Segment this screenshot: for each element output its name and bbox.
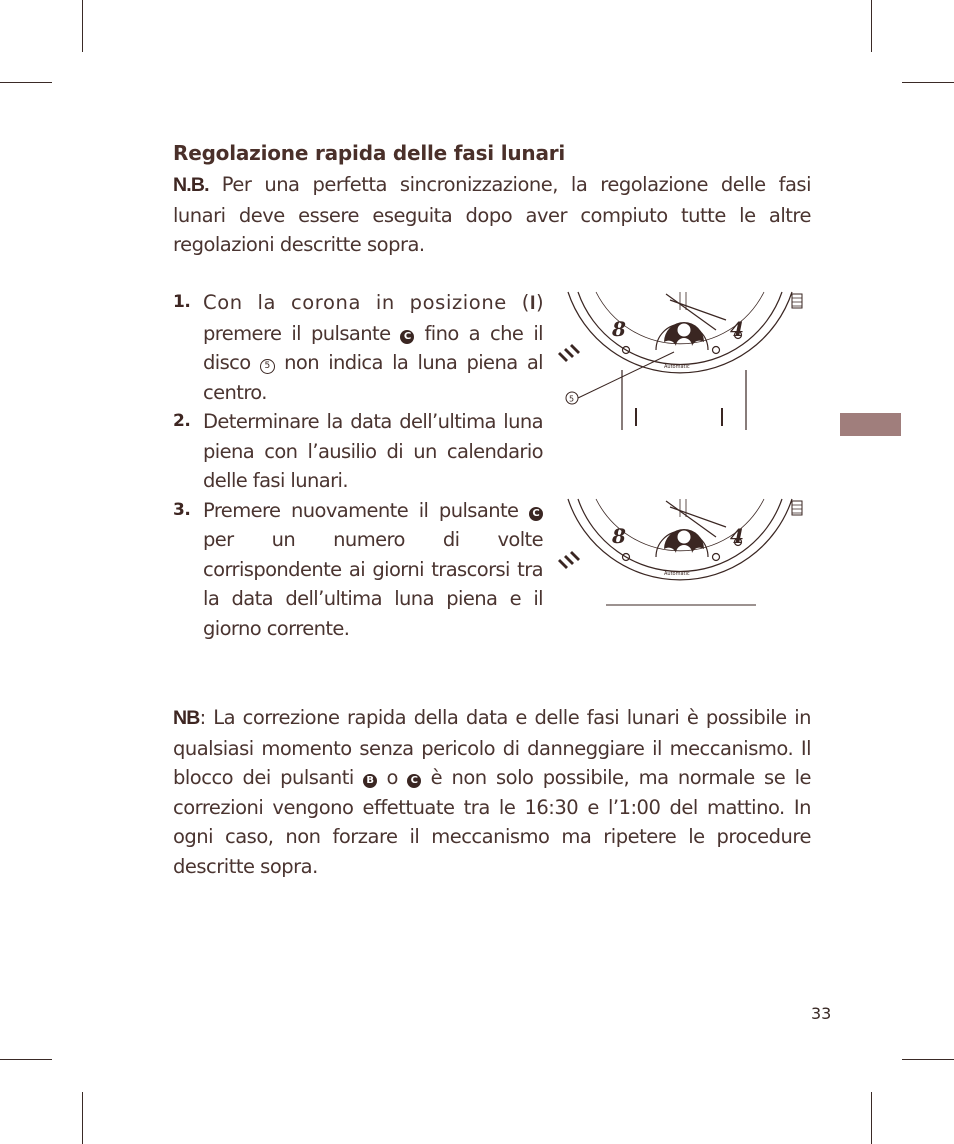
button-c-icon: C — [400, 330, 414, 344]
crop-mark — [82, 0, 83, 52]
button-b-icon: B — [363, 774, 377, 788]
step-text: Con la corona in posizione ( — [203, 291, 530, 314]
crop-mark — [902, 82, 954, 83]
step-number: 1. — [173, 292, 191, 312]
numeral-8: 8 — [612, 524, 626, 548]
crop-mark — [871, 1092, 872, 1144]
step-number: 3. — [173, 499, 191, 520]
intro-note — [173, 170, 811, 260]
numeral-4: 4 — [730, 317, 744, 341]
step-number: 2. — [173, 411, 191, 431]
step-text: Determinare la data dell’ultima luna piena con l’ausilio di un calendario delle fasi lunari. — [203, 410, 543, 492]
button-c-icon: C — [407, 774, 421, 788]
position-label: I — [529, 292, 536, 314]
note-text: : La correzione rapida della data e delle fasi lunari è possibile in qualsiasi momento senza pericolo di danneggiare il meccanismo. Il blocco dei pulsanti — [173, 706, 811, 789]
step-text: fino a che il disco — [203, 321, 543, 374]
step-item — [173, 496, 543, 644]
note-text: o — [377, 766, 408, 789]
step-item — [173, 288, 543, 407]
step-text: per un numero di volte corrispondente ai giorni trascorsi tra la data dell’ultima luna piena e il giorno corrente. — [203, 528, 543, 640]
crop-mark — [0, 1059, 52, 1060]
crop-mark — [82, 1092, 83, 1144]
numeral-4: 4 — [730, 524, 744, 548]
note-text: è non solo possibile, ma normale se le correzioni vengono effettuate tra le 16:30 e l’1:00 del mattino. In ogni caso, non forzare il meccanismo ma ripetere le procedure descritte sopra. — [173, 766, 811, 878]
step-text: ) premere il pulsante — [203, 291, 543, 345]
callout-5: 5 — [569, 394, 575, 404]
watch-illustration-top — [556, 290, 812, 432]
section-tab — [840, 413, 901, 436]
page-number: 33 — [811, 1004, 832, 1023]
steps-list — [173, 288, 543, 643]
section-title: Regolazione rapida delle fasi lunari — [173, 141, 566, 165]
step-text: non indica la luna piena al centro. — [203, 351, 543, 404]
watch-illustration-bottom — [556, 497, 812, 607]
numeral-8: 8 — [612, 317, 626, 341]
final-note — [173, 703, 811, 881]
step-text: Premere nuovamente il pulsante — [203, 498, 529, 522]
crop-mark — [902, 1059, 954, 1060]
dial-text: Automatic — [664, 571, 690, 577]
step-item — [173, 407, 543, 496]
button-c-icon: C — [529, 507, 543, 521]
crop-mark — [0, 82, 52, 83]
disc-5-icon: 5 — [260, 359, 275, 374]
intro-note-text: Per una perfetta sincronizzazione, la regolazione delle fasi lunari deve essere eseguita dopo aver compiuto tutte le altre regolazioni descritte sopra. — [173, 173, 811, 256]
crop-mark — [871, 0, 872, 52]
intro-note-lead: N.B. — [173, 174, 209, 196]
dial-text: Automatic — [664, 364, 690, 370]
final-note-lead: NB — [173, 707, 200, 729]
